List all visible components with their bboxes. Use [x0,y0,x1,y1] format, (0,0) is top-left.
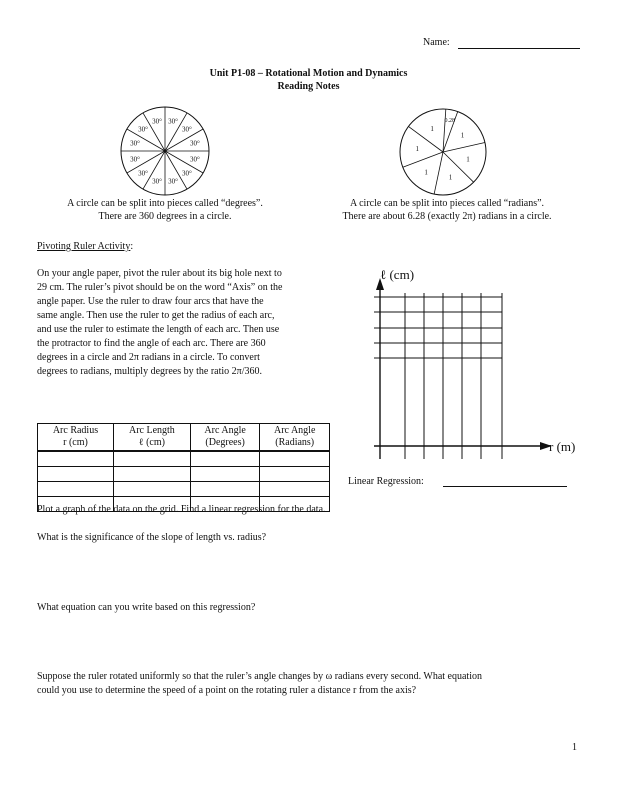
degrees-caption-line2: There are 360 degrees in a circle. [98,211,232,222]
radian-wedge-label: 1 [460,131,465,140]
table-row [38,482,330,497]
page-number: 1 [572,742,577,753]
name-label: Name: [423,37,450,48]
page-title: Unit P1-08 – Rotational Motion and Dynamics [209,68,408,79]
degree-wedge-label: 30° [168,177,178,186]
question-speed-line1: Suppose the ruler rotated uniformly so that the ruler’s angle changes by ω radians every second. What equation [37,671,482,682]
radian-spoke [434,152,443,194]
activity-line-8: degrees to radians, multiply degrees by the ratio 2π/360. [37,366,262,377]
radian-wedge-label: 1 [415,144,419,153]
linear-regression-label: Linear Regression: [348,476,424,487]
question-regression-equation: What equation can you write based on this regression? [37,602,256,613]
degree-wedge-label: 30° [152,177,162,186]
table-cell[interactable] [38,482,114,497]
activity-line-3: angle paper. Use the ruler to draw four arcs that have the [37,296,264,307]
activity-heading-colon: : [130,241,134,252]
degree-wedge-label: 30° [168,117,178,126]
table-cell[interactable] [38,467,114,482]
name-blank[interactable] [458,48,580,49]
radian-wedge-label: 1 [448,173,453,182]
degree-wedge-label: 30° [190,139,200,148]
radian-spoke [443,143,485,152]
radian-spoke [408,126,443,152]
table-header-row [38,424,330,452]
table-cell[interactable] [190,451,260,467]
table-cell[interactable] [38,451,114,467]
linear-regression-blank[interactable] [443,486,567,487]
degree-wedge-label: 30° [138,169,148,178]
degree-wedge-label: 30° [138,125,148,134]
radians-circle-diagram [397,106,489,198]
radians-caption-line2: There are about 6.28 (exactly 2π) radians in a circle. [342,211,552,222]
degree-wedge-label: 30° [130,139,140,148]
table-row [38,451,330,467]
table-cell[interactable] [260,482,330,497]
activity-line-2: 29 cm. The ruler’s pivot should be on the word “Axis” on the [37,282,283,293]
activity-line-1: On your angle paper, pivot the ruler about its big hole next to [37,268,282,279]
activity-heading [37,240,133,254]
activity-line-7: degrees in a circle and 2π radians in a circle. To convert [37,352,260,363]
radian-wedge-label: 0.28 [444,118,456,125]
question-plot-graph: Plot a graph of the data on the grid. Find a linear regression for the data. [37,504,326,515]
header-arc-angle-degrees: Arc Angle (Degrees) [190,424,260,452]
activity-heading-text: Pivoting Ruler Activity [37,241,131,252]
x-axis-label: r (m) [549,439,576,454]
degree-wedge-label: 30° [182,125,192,134]
table-cell[interactable] [190,482,260,497]
header-arc-radius: Arc Radius r (cm) [38,424,114,452]
radians-caption-line1: A circle can be split into pieces called “radians”. [349,198,545,209]
degree-wedge-label: 30° [130,155,140,164]
degree-wedge-label: 30° [152,117,162,126]
table-cell[interactable] [113,482,190,497]
activity-line-6: the protractor to find the angle of each arc. There are 360 [37,338,266,349]
degrees-circle-diagram [118,104,212,198]
header-arc-angle-radians: Arc Angle (Radians) [260,424,330,452]
blank-graph-grid[interactable] [366,266,586,464]
degrees-caption-line1: A circle can be split into pieces called “degrees”. [67,198,263,209]
table-row [38,467,330,482]
table-cell[interactable] [260,467,330,482]
question-speed-line2: could you use to determine the speed of a point on the rotating ruler a distance r from the axis? [37,685,417,696]
table-cell[interactable] [260,451,330,467]
radian-wedge-label: 1 [424,168,428,177]
question-slope-significance: What is the significance of the slope of length vs. radius? [37,532,267,543]
degree-wedge-label: 30° [182,169,192,178]
table-cell[interactable] [113,451,190,467]
radian-spoke [403,152,443,167]
activity-line-4: same angle. Then use the ruler to get the radius of each arc, [37,310,275,321]
arc-data-table [37,423,330,512]
header-arc-length: Arc Length ℓ (cm) [113,424,190,452]
radian-wedge-label: 1 [466,155,470,164]
degree-wedge-label: 30° [190,155,200,164]
table-cell[interactable] [113,467,190,482]
activity-line-5: and use the ruler to estimate the length of each arc. Then use [37,324,280,335]
page-subtitle: Reading Notes [277,81,340,92]
radian-wedge-label: 1 [430,124,434,133]
y-axis-label: ℓ (cm) [380,267,415,282]
table-cell[interactable] [190,467,260,482]
